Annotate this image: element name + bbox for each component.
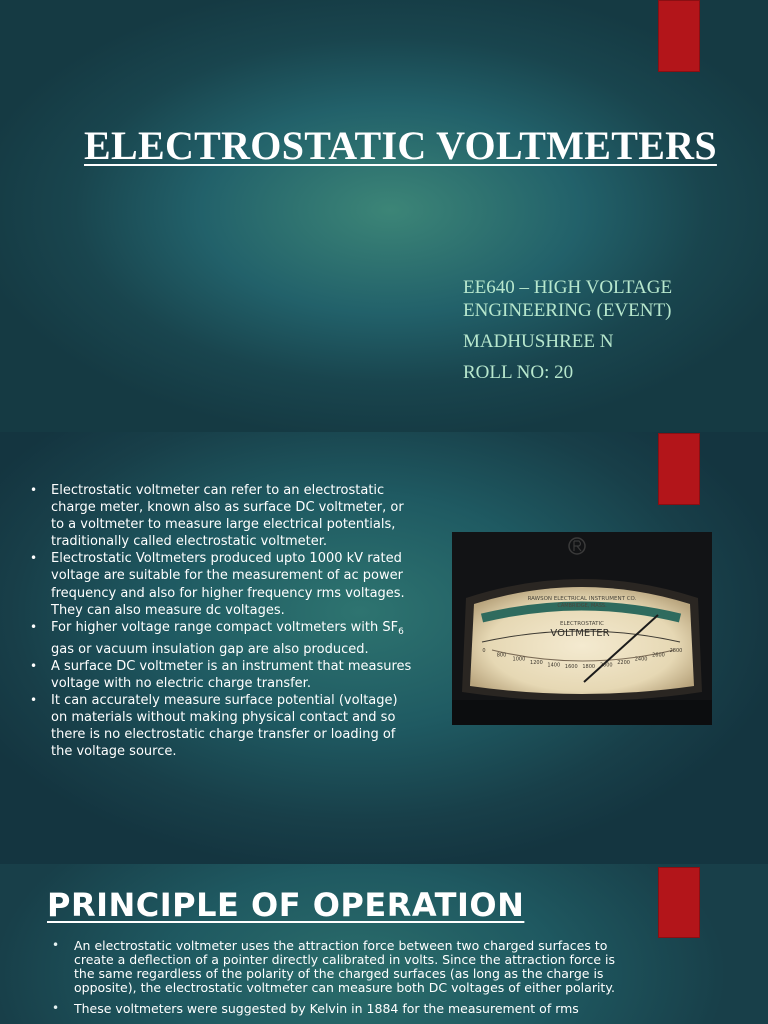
- meter-name: VOLTMETER: [550, 628, 610, 639]
- subtitle-block: [463, 276, 723, 392]
- voltmeter-illustration: [452, 532, 712, 725]
- scale-tick-label: 1600: [564, 663, 578, 670]
- scale-tick-label: 1400: [547, 662, 561, 669]
- meter-type: ELECTROSTATIC: [560, 621, 604, 627]
- list-item-text: gas or vacuum insulation gap are also produced.: [51, 641, 369, 657]
- bullet-list: [52, 939, 627, 1023]
- content-slide: [0, 432, 768, 864]
- slide-title: ELECTROSTATIC VOLTMETERS: [84, 123, 717, 168]
- voltmeter-photo: [452, 532, 712, 725]
- roll-number: ROLL NO: 20: [463, 362, 574, 383]
- bullet-list: [30, 482, 415, 761]
- scale-tick-label: 2000: [599, 662, 613, 669]
- meter-maker: RAWSON ELECTRICAL INSTRUMENT CO.: [527, 596, 637, 602]
- scale-tick-label: 1200: [530, 660, 543, 667]
- scale-tick-label: 2600: [652, 652, 665, 659]
- list-item: • Electrostatic voltmeter can refer to an electrostatic charge meter, known also as surface DC voltmeter, or to a voltmeter to measure large electrical potentials, traditionally called electrostatic voltmeter.: [30, 482, 415, 550]
- scale-tick-label: 1000: [512, 656, 526, 663]
- list-item: [30, 619, 415, 658]
- scale-tick-label: 2800: [669, 648, 683, 654]
- red-accent-tab: [658, 0, 700, 72]
- author-name: MADHUSHREE N: [463, 331, 614, 352]
- scale-tick-label: 800: [496, 652, 507, 659]
- list-item-text: For higher voltage range compact voltmeters with SF: [51, 619, 399, 635]
- list-item: • These voltmeters were suggested by Kelvin in 1884 for the measurement of rms: [52, 1002, 627, 1016]
- principle-slide: [0, 864, 768, 1024]
- red-accent-tab: [658, 867, 700, 938]
- list-item: • Electrostatic Voltmeters produced upto 1000 kV rated voltage are suitable for the measurement of ac power frequency and also for higher frequency rms voltages. They can also measure dc voltages.: [30, 550, 415, 618]
- scale-tick-label: 0: [482, 648, 486, 654]
- course-line: EE640 – HIGH VOLTAGE ENGINEERING (EVENT): [463, 277, 673, 321]
- list-item: • An electrostatic voltmeter uses the attraction force between two charged surfaces to create a deflection of a pointer directly calibrated in volts. Since the attraction force is the same regardless of the polarity of the charged surfaces (as long as the charge is opposite), the electrostatic voltmeter can measure both DC voltages of either polarity.: [52, 939, 627, 995]
- scale-tick-label: 1800: [582, 663, 596, 670]
- title-slide: [0, 0, 768, 432]
- meter-city: CAMBRIDGE, MASS.: [557, 603, 607, 609]
- subscript: 6: [398, 626, 404, 637]
- scale-tick-label: 2200: [617, 660, 630, 667]
- red-accent-tab: [658, 433, 700, 505]
- scale-tick-label: 2400: [634, 656, 648, 663]
- list-item: • A surface DC voltmeter is an instrument that measures voltage with no electric charge transfer.: [30, 658, 415, 692]
- list-item: • It can accurately measure surface potential (voltage) on materials without making physical contact and so there is no electrostatic charge transfer or loading of the voltage source.: [30, 692, 415, 760]
- section-title: PRINCIPLE OF OPERATION: [47, 886, 525, 924]
